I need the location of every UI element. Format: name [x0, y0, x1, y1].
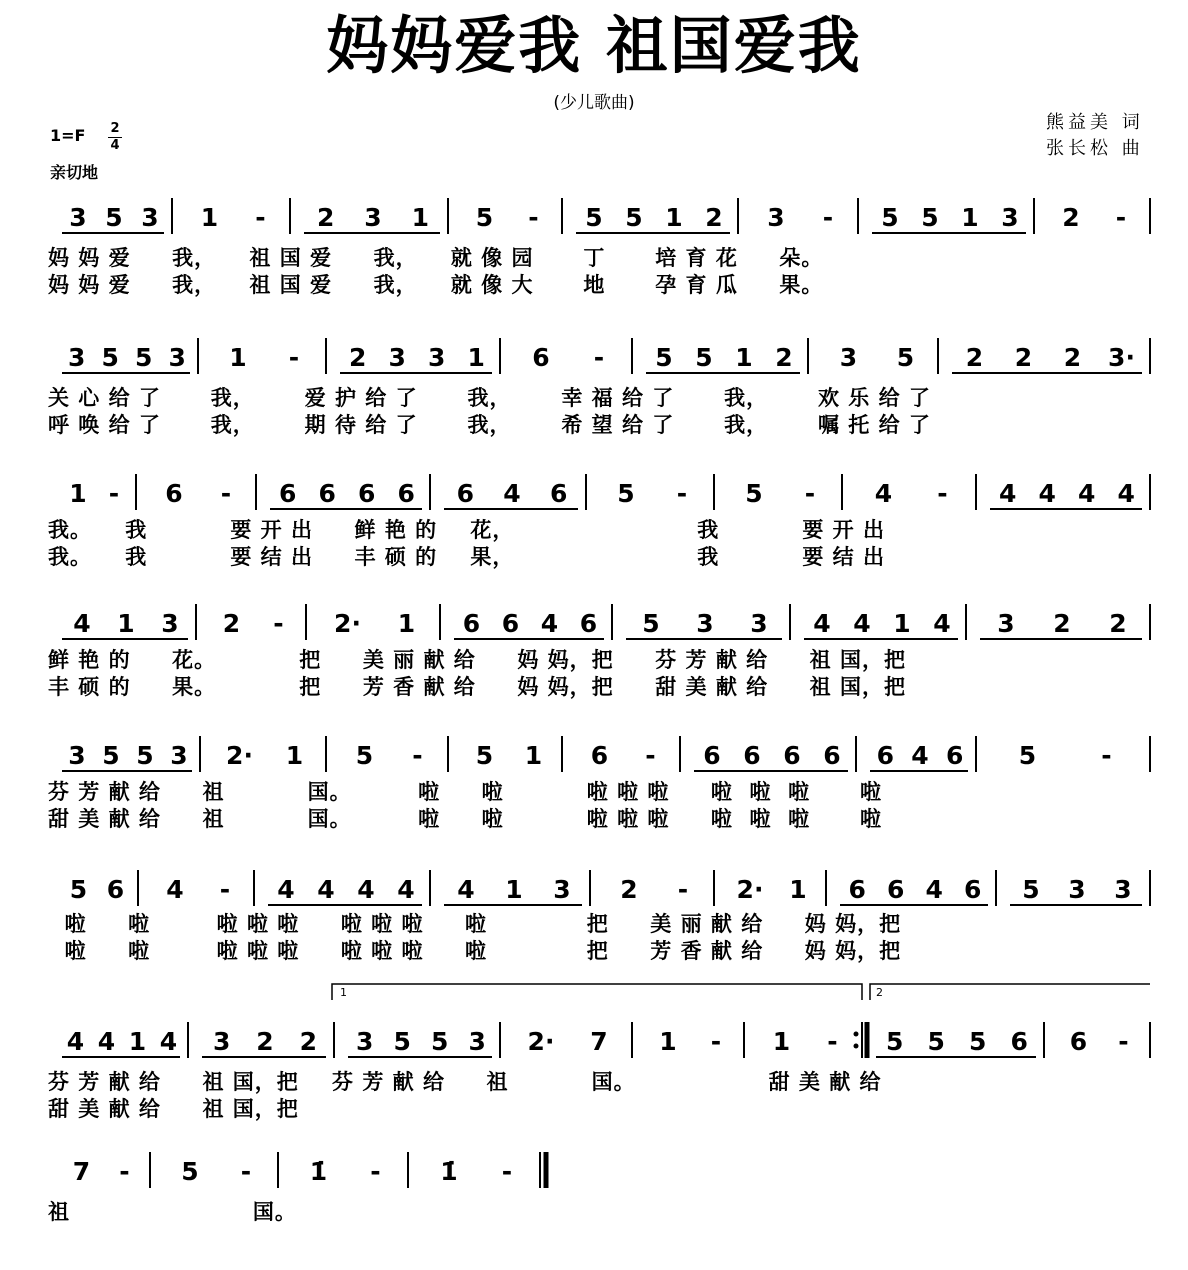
- note: 4: [397, 875, 415, 904]
- note: 2: [256, 1027, 274, 1056]
- note: 6: [579, 609, 598, 638]
- note: 2·: [736, 875, 764, 904]
- note: 5: [921, 203, 939, 232]
- note: 4: [925, 875, 943, 904]
- notes-row-7: [0, 1020, 1188, 1060]
- notes-row-5: [0, 734, 1188, 774]
- note: 5: [585, 203, 603, 232]
- note: 6: [358, 479, 376, 508]
- note: 3: [428, 343, 446, 372]
- notes-row-1: [0, 196, 1188, 236]
- note: 1: [505, 875, 523, 904]
- time-signature: [108, 122, 122, 153]
- lyricist-credit: 熊益美 词: [1046, 112, 1144, 133]
- note: 5: [1018, 741, 1037, 770]
- note: 6: [783, 741, 801, 770]
- dash-note: -: [108, 479, 120, 508]
- note: 4: [933, 609, 951, 638]
- lyric-verse1-row-1: 妈 妈 爱 我， 祖 国 爱 我， 就 像 园 丁 培 育 花 朵。: [48, 246, 824, 270]
- dash-note: -: [710, 1027, 722, 1056]
- note: 3: [212, 1027, 231, 1056]
- note: 6: [590, 741, 609, 770]
- note: 4: [166, 875, 184, 904]
- note: 6: [703, 741, 721, 770]
- note: 6: [887, 875, 905, 904]
- dash-note: -: [528, 203, 539, 232]
- staff-row-7: [0, 1020, 1188, 1140]
- note: 2: [1063, 343, 1082, 372]
- dash-note: -: [220, 479, 232, 508]
- tempo-marking: 亲切地: [50, 163, 99, 182]
- note: 5: [135, 343, 153, 372]
- lyric-verse1-row-6: 啦 啦 啦 啦 啦 啦 啦 啦 啦 把 美 丽 献 给 妈 妈，把: [48, 912, 902, 936]
- note: 7: [590, 1027, 608, 1056]
- staff-row-3: [0, 472, 1188, 592]
- notes-row-6: [0, 868, 1188, 908]
- time-sig-top: 2: [110, 121, 120, 136]
- notes-row-3: [0, 472, 1188, 512]
- note: 2·: [226, 741, 253, 770]
- note: 3: [141, 203, 159, 232]
- note: 2: [705, 203, 723, 232]
- note: 6: [462, 609, 481, 638]
- note: 5: [969, 1027, 987, 1056]
- note: 6: [876, 741, 895, 770]
- note: 3: [553, 875, 571, 904]
- note: 4: [813, 609, 831, 638]
- lyric-verse2-row-6: 啦 啦 啦 啦 啦 啦 啦 啦 啦 把 芳 香 献 给 妈 妈，把: [48, 939, 902, 963]
- repeat-dot: [854, 1032, 859, 1037]
- note: 4: [1117, 479, 1135, 508]
- notes-row-2: [0, 336, 1188, 376]
- note: 2: [620, 875, 638, 904]
- time-sig-bottom: 4: [110, 138, 120, 153]
- note: 5: [355, 741, 374, 770]
- note: 2: [222, 609, 241, 638]
- note: 6: [501, 609, 520, 638]
- lyric-verse2-row-3: 我。 我 要 结 出 丰 硕 的 果， 我 要 结 出: [48, 545, 885, 569]
- note: 6: [743, 741, 761, 770]
- note: 4: [277, 875, 295, 904]
- note: 1: [69, 479, 87, 508]
- note: 3: [364, 203, 382, 232]
- note: 5: [642, 609, 660, 638]
- note: 3: [997, 609, 1015, 638]
- note: 2: [1053, 609, 1071, 638]
- note: 5: [896, 343, 915, 372]
- note: 6: [279, 479, 297, 508]
- note: 5: [101, 343, 119, 372]
- note: 2: [1014, 343, 1033, 372]
- note: 1: [200, 203, 219, 232]
- dash-note: -: [255, 203, 266, 232]
- note: 5: [136, 741, 154, 770]
- note: 1: [659, 1027, 677, 1056]
- note: 4: [73, 609, 91, 638]
- note: 3: [68, 343, 86, 372]
- dash-note: -: [937, 479, 948, 508]
- dash-note: -: [370, 1157, 381, 1186]
- note: 3: [161, 609, 179, 638]
- lyric-verse2-row-5: 甜 美 献 给 祖 国。 啦 啦 啦 啦 啦 啦 啦 啦 啦: [48, 807, 883, 831]
- note: 5: [881, 203, 899, 232]
- note: 2: [349, 343, 367, 372]
- note: 1: [285, 741, 304, 770]
- dash-note: -: [804, 479, 816, 508]
- note: 7: [72, 1157, 91, 1186]
- note: 1: [735, 343, 753, 372]
- notes-row-8: [0, 1150, 1188, 1190]
- lyric-verse2-row-4: 丰 硕 的 果。 把 芳 香 献 给 妈 妈，把 甜 美 献 给 祖 国，把: [48, 675, 906, 699]
- note: 3: [839, 343, 858, 372]
- note: 5: [655, 343, 673, 372]
- note: 2·: [527, 1027, 555, 1056]
- note: 5: [625, 203, 643, 232]
- note: 6: [823, 741, 841, 770]
- note: 1: [772, 1027, 791, 1056]
- note: 4: [853, 609, 871, 638]
- song-subtitle: (少儿歌曲): [553, 93, 635, 113]
- note: 6: [532, 343, 550, 372]
- lyric-verse2-row-2: 呼 唤 给 了 我， 期 待 给 了 我， 希 望 给 了 我， 嘱 托 给 了: [48, 413, 931, 437]
- note: 2: [775, 343, 793, 372]
- notes-row-4: [0, 602, 1188, 642]
- lyric-verse1-row-5: 芬 芳 献 给 祖 国。 啦 啦 啦 啦 啦 啦 啦 啦 啦: [48, 780, 883, 804]
- note: 4: [874, 479, 893, 508]
- dash-note: -: [501, 1157, 513, 1186]
- note: 3: [168, 343, 186, 372]
- note: 1̇: [309, 1157, 328, 1186]
- dash-note: -: [288, 343, 300, 372]
- dash-note: -: [676, 479, 688, 508]
- note: 3: [696, 609, 714, 638]
- volta-1-label: 1: [340, 986, 347, 999]
- note: 3: [1001, 203, 1019, 232]
- staff-row-2: [0, 336, 1188, 456]
- note: 6: [318, 479, 336, 508]
- lyric-verse1-row-8: 祖 国。: [48, 1200, 297, 1224]
- note: 2: [316, 203, 335, 232]
- lyric-verse1-row-4: 鲜 艳 的 花。 把 美 丽 献 给 妈 妈，把 芬 芳 献 给 祖 国，把: [48, 648, 906, 672]
- note: 5: [617, 479, 635, 508]
- note: 3: [69, 203, 87, 232]
- note: 6: [1010, 1027, 1028, 1056]
- note: 1: [524, 741, 543, 770]
- note: 4: [457, 875, 475, 904]
- note: 5: [475, 203, 494, 232]
- dash-note: -: [240, 1157, 252, 1186]
- lyric-verse1-row-2: 关 心 给 了 我， 爱 护 给 了 我， 幸 福 给 了 我， 欢 乐 给 了: [48, 386, 931, 410]
- note: 2·: [334, 609, 361, 638]
- note: 6: [1069, 1027, 1088, 1056]
- lyric-verse1-row-7: 芬 芳 献 给 祖 国，把 芬 芳 献 给 祖 国。 甜 美 献 给: [48, 1070, 882, 1094]
- note: 4: [97, 1027, 116, 1056]
- staff-row-4: [0, 602, 1188, 722]
- note: 3: [750, 609, 768, 638]
- note: 5: [431, 1027, 449, 1056]
- note: 4: [999, 479, 1017, 508]
- note: 6: [945, 741, 964, 770]
- note: 1: [961, 203, 979, 232]
- volta-brackets: [0, 980, 1188, 1020]
- note: 4: [503, 479, 521, 508]
- note: 1: [467, 343, 485, 372]
- note: 6: [456, 479, 475, 508]
- note: 5: [69, 875, 88, 904]
- staff-row-8: [0, 1150, 1188, 1270]
- note: 6: [397, 479, 415, 508]
- note: 4: [66, 1027, 85, 1056]
- repeat-dot: [854, 1044, 859, 1049]
- note: 3: [68, 741, 86, 770]
- key-signature: 1=F: [50, 126, 86, 145]
- note: 5: [886, 1027, 904, 1056]
- note: 1: [893, 609, 911, 638]
- note: 4: [357, 875, 375, 904]
- note: 5: [745, 479, 763, 508]
- note: 5: [102, 741, 120, 770]
- note: 6: [106, 875, 125, 904]
- dash-note: -: [273, 609, 284, 638]
- note: 5: [475, 741, 494, 770]
- dash-note: -: [1118, 1027, 1129, 1056]
- note: 4: [911, 741, 929, 770]
- staff-row-5: [0, 734, 1188, 854]
- note: 1: [665, 203, 683, 232]
- note: 3: [468, 1027, 486, 1056]
- note: 2: [1109, 609, 1127, 638]
- staff-row-6: [0, 868, 1188, 988]
- note: 1: [117, 609, 135, 638]
- note: 6: [964, 875, 982, 904]
- note: 4: [1078, 479, 1096, 508]
- lyric-verse2-row-1: 妈 妈 爱 我， 祖 国 爱 我， 就 像 大 地 孕 育 瓜 果。: [48, 273, 824, 297]
- dash-note: -: [219, 875, 231, 904]
- note: 1: [229, 343, 247, 372]
- note: 4: [1038, 479, 1056, 508]
- dash-note: -: [822, 203, 834, 232]
- song-title: 妈妈爱我 祖国爱我: [326, 9, 862, 82]
- note: 5: [181, 1157, 199, 1186]
- note: 4: [540, 609, 559, 638]
- note: 5: [927, 1027, 945, 1056]
- note: 5: [105, 203, 123, 232]
- note: 1̇: [440, 1157, 458, 1186]
- dash-note: -: [677, 875, 689, 904]
- note: 1: [789, 875, 807, 904]
- dash-note: -: [1115, 203, 1127, 232]
- note: 6: [165, 479, 183, 508]
- note: 1: [411, 203, 430, 232]
- note: 1: [128, 1027, 147, 1056]
- note: 1: [397, 609, 416, 638]
- note: 3: [767, 203, 785, 232]
- dash-note: -: [827, 1027, 838, 1056]
- dash-note: -: [412, 741, 423, 770]
- dash-note: -: [1101, 741, 1112, 770]
- dash-note: -: [119, 1157, 130, 1186]
- note: 6: [549, 479, 568, 508]
- note: 5: [695, 343, 713, 372]
- note: 5: [1022, 875, 1040, 904]
- note: 2: [1062, 203, 1080, 232]
- dash-note: -: [593, 343, 605, 372]
- volta-2-label: 2: [876, 986, 883, 999]
- composer-credit: 张长松 曲: [1046, 138, 1144, 159]
- note: 6: [848, 875, 866, 904]
- staff-row-1: [0, 196, 1188, 316]
- note: 4: [159, 1027, 178, 1056]
- note: 3: [1068, 875, 1086, 904]
- note: 3: [1114, 875, 1132, 904]
- note: 2: [299, 1027, 318, 1056]
- dash-note: -: [645, 741, 656, 770]
- note: 5: [393, 1027, 411, 1056]
- lyric-verse2-row-7: 甜 美 献 给 祖 国，把: [48, 1097, 299, 1121]
- note: 3·: [1108, 343, 1135, 372]
- lyric-verse1-row-3: 我。 我 要 开 出 鲜 艳 的 花， 我 要 开 出: [48, 518, 885, 542]
- note: 3: [170, 741, 188, 770]
- note: 4: [317, 875, 335, 904]
- note: 3: [388, 343, 406, 372]
- note: 3: [356, 1027, 374, 1056]
- note: 2: [965, 343, 984, 372]
